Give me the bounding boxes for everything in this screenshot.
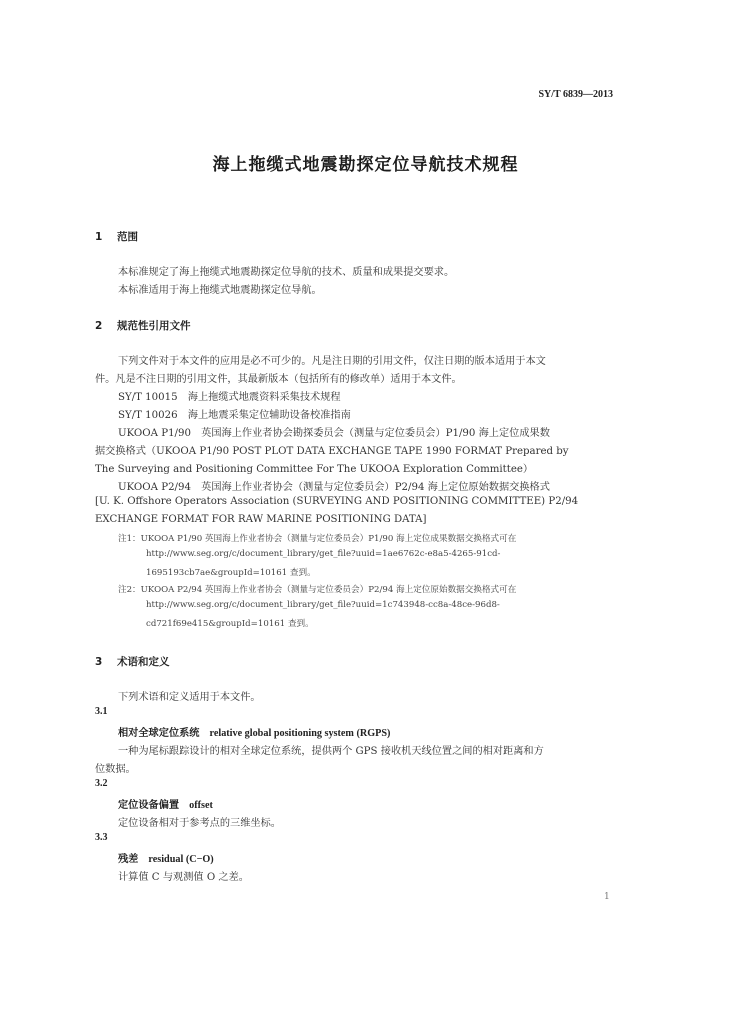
section-number: 3 <box>95 656 103 668</box>
note-url: cd721f69e415&groupId=10161 查到。 <box>146 619 314 629</box>
paragraph-line: 下列文件对于本文件的应用是必不可少的。凡是注日期的引用文件，仅注日期的版本适用于本文 <box>118 356 546 367</box>
paragraph-line: [U. K. Offshore Operators Association (SURVEYING AND POSITIONING COMMITTEE) P2/94 <box>95 496 579 507</box>
term-number: 3.2 <box>95 778 108 789</box>
reference-item: SY/T 10015 海上拖缆式地震资料采集技术规程 <box>118 392 341 403</box>
note-url: http://www.seg.org/c/document_library/get_file?uuid=1c743948-cc8a-48ce-96d8- <box>146 600 500 610</box>
section-heading-scope <box>95 229 138 244</box>
reference-item: SY/T 10026 海上地震采集定位辅助设备校准指南 <box>118 410 351 421</box>
term-definition: 一种为尾标跟踪设计的相对全球定位系统，提供两个 GPS 接收机天线位置之间的相对距离和方 <box>118 746 544 757</box>
term-definition: 定位设备相对于参考点的三维坐标。 <box>118 818 281 829</box>
term-en: relative global positioning system (RGPS) <box>209 728 391 739</box>
section-title: 术语和定义 <box>117 656 170 668</box>
term-en: residual (C−O) <box>148 854 214 865</box>
paragraph-line: EXCHANGE FORMAT FOR RAW MARINE POSITIONING DATA] <box>95 514 427 525</box>
paragraph-line: 据交换格式（UKOOA P1/90 POST PLOT DATA EXCHANGE TAPE 1990 FORMAT Prepared by <box>95 446 569 457</box>
section-number: 2 <box>95 320 103 332</box>
section-title: 规范性引用文件 <box>117 320 191 332</box>
note-url: 1695193cb7ae&groupId=10161 查到。 <box>146 568 316 578</box>
reference-item: UKOOA P1/90 英国海上作业者协会勘探委员会（测量与定位委员会）P1/90 海上定位成果数 <box>118 428 550 439</box>
term-cn: 定位设备偏置 <box>118 799 180 811</box>
note-line: 注1：UKOOA P1/90 英国海上作业者协会（测量与定位委员会）P1/90 海上定位成果数据交换格式可在 <box>118 534 517 544</box>
paragraph-line: 件。凡是不注日期的引用文件，其最新版本（包括所有的修改单）适用于本文件。 <box>95 374 462 385</box>
paragraph-line: 本标准适用于海上拖缆式地震勘探定位导航。 <box>118 285 322 296</box>
section-heading-terms <box>95 654 170 669</box>
term-cn: 相对全球定位系统 <box>118 727 200 739</box>
note-url: http://www.seg.org/c/document_library/get_file?uuid=1ae6762c-e8a5-4265-91cd- <box>146 549 501 559</box>
section-title: 范围 <box>117 231 138 243</box>
document-title: 海上拖缆式地震勘探定位导航技术规程 <box>212 155 519 175</box>
term-heading <box>118 724 390 739</box>
term-definition: 位数据。 <box>95 764 136 775</box>
paragraph-line: 下列术语和定义适用于本文件。 <box>118 692 261 703</box>
section-number: 1 <box>95 231 103 243</box>
term-number: 3.1 <box>95 706 108 717</box>
reference-item: UKOOA P2/94 英国海上作业者协会（测量与定位委员会）P2/94 海上定位原始数据交换格式 <box>118 482 550 493</box>
note-line: 注2：UKOOA P2/94 英国海上作业者协会（测量与定位委员会）P2/94 海上定位原始数据交换格式可在 <box>118 585 517 595</box>
paragraph-line: 本标准规定了海上拖缆式地震勘探定位导航的技术、质量和成果提交要求。 <box>118 267 455 278</box>
term-en: offset <box>189 800 213 811</box>
term-heading <box>118 796 213 811</box>
section-heading-normative-references <box>95 318 191 333</box>
document-code: SY/T 6839—2013 <box>538 89 613 100</box>
term-number: 3.3 <box>95 832 108 843</box>
paragraph-line: The Surveying and Positioning Committee For The UKOOA Exploration Committee） <box>95 464 534 475</box>
term-heading <box>118 850 214 865</box>
term-definition: 计算值 C 与观测值 O 之差。 <box>118 872 249 883</box>
page-number: 1 <box>604 892 610 902</box>
term-cn: 残差 <box>118 853 139 865</box>
